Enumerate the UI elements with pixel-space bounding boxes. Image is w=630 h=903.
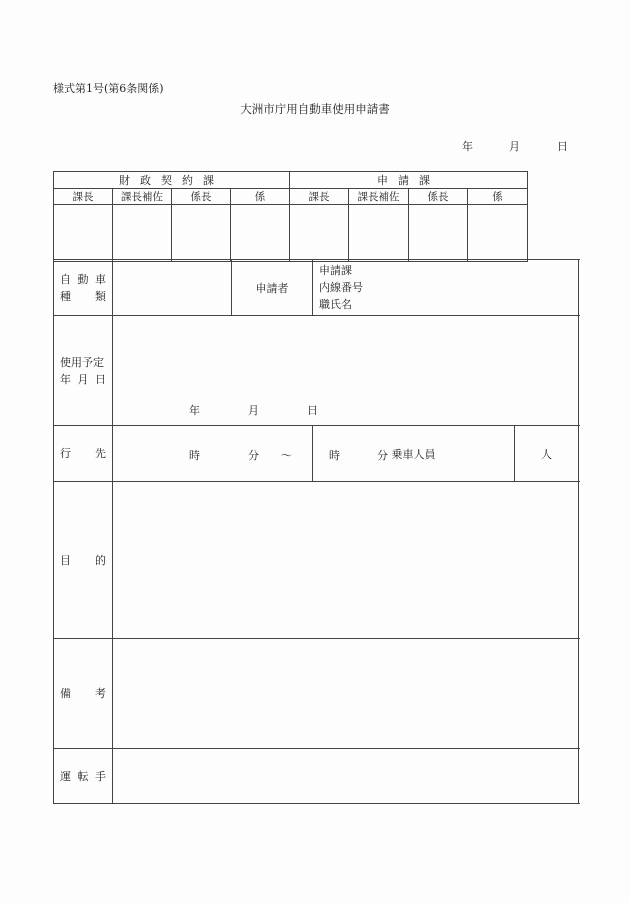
stamp-cell[interactable]: [349, 205, 409, 262]
job-name-label: 職氏名: [319, 298, 352, 311]
role-header: 課長: [290, 189, 349, 205]
approval-stamp-table: [53, 171, 528, 262]
sched-year: 年: [189, 403, 200, 417]
applicant-label: 申請者: [232, 260, 313, 316]
stamp-cell[interactable]: [231, 205, 290, 262]
stamp-cell[interactable]: [172, 205, 231, 262]
vehicle-type-label: [54, 260, 113, 316]
sched-tilde: 〜: [281, 448, 292, 462]
stamp-cell[interactable]: [409, 205, 468, 262]
sched-day: 日: [307, 403, 318, 417]
application-form-table: [53, 259, 579, 804]
passengers-field[interactable]: [515, 426, 579, 482]
passengers-unit: 人: [541, 447, 552, 461]
stamp-cell[interactable]: [113, 205, 172, 262]
applicant-info-field[interactable]: [313, 260, 579, 316]
passengers-label: 乗車人員: [313, 426, 515, 482]
driver-text: 運 転 手: [60, 769, 106, 783]
driver-field[interactable]: [113, 749, 579, 804]
role-header: 係長: [172, 189, 231, 205]
purpose-field[interactable]: [113, 482, 579, 639]
finance-section-header: 財政契約課: [54, 172, 290, 189]
destination-label: [54, 426, 113, 482]
remarks-field[interactable]: [113, 639, 579, 749]
remarks-label: [54, 639, 113, 749]
schedule-label: [54, 316, 113, 426]
vehicle-type-line1: 自 動 車: [60, 272, 106, 286]
sched-month: 月: [248, 403, 259, 417]
stamp-cell[interactable]: [54, 205, 113, 262]
document-title: 大洲市庁用自動車使用申請書: [240, 102, 390, 116]
role-header: 課長補佐: [113, 189, 172, 205]
sched-hour-start: 時: [189, 448, 200, 462]
destination-text: 行 先: [60, 447, 106, 460]
applicant-dept-label: 申請課: [319, 264, 352, 277]
date-month-label: 月: [509, 140, 520, 153]
date-year-label: 年: [462, 140, 473, 153]
purpose-text: 目 的: [60, 553, 106, 567]
stamp-cell[interactable]: [468, 205, 528, 262]
applicant-section-header: 申請課: [290, 172, 528, 189]
driver-label: [54, 749, 113, 804]
role-header: 課長補佐: [349, 189, 409, 205]
schedule-line1: 使用予定: [60, 355, 104, 369]
schedule-line2: 年 月 日: [60, 372, 106, 386]
sched-minute-start: 分: [248, 448, 259, 462]
role-header: 係: [468, 189, 528, 205]
date-day-label: 日: [557, 140, 568, 153]
sched-minute-end: 分: [377, 448, 388, 462]
sched-hour-end: 時: [329, 448, 340, 462]
role-header: 係: [231, 189, 290, 205]
form-reference: 様式第1号(第6条関係): [53, 82, 164, 95]
role-header: 課長: [54, 189, 113, 205]
vehicle-type-line2: 種 類: [60, 289, 106, 303]
purpose-label: [54, 482, 113, 639]
extension-label: 内線番号: [319, 281, 363, 294]
vehicle-type-field[interactable]: [113, 260, 232, 316]
stamp-cell[interactable]: [290, 205, 349, 262]
remarks-text: 備 考: [60, 687, 106, 700]
role-header: 係長: [409, 189, 468, 205]
